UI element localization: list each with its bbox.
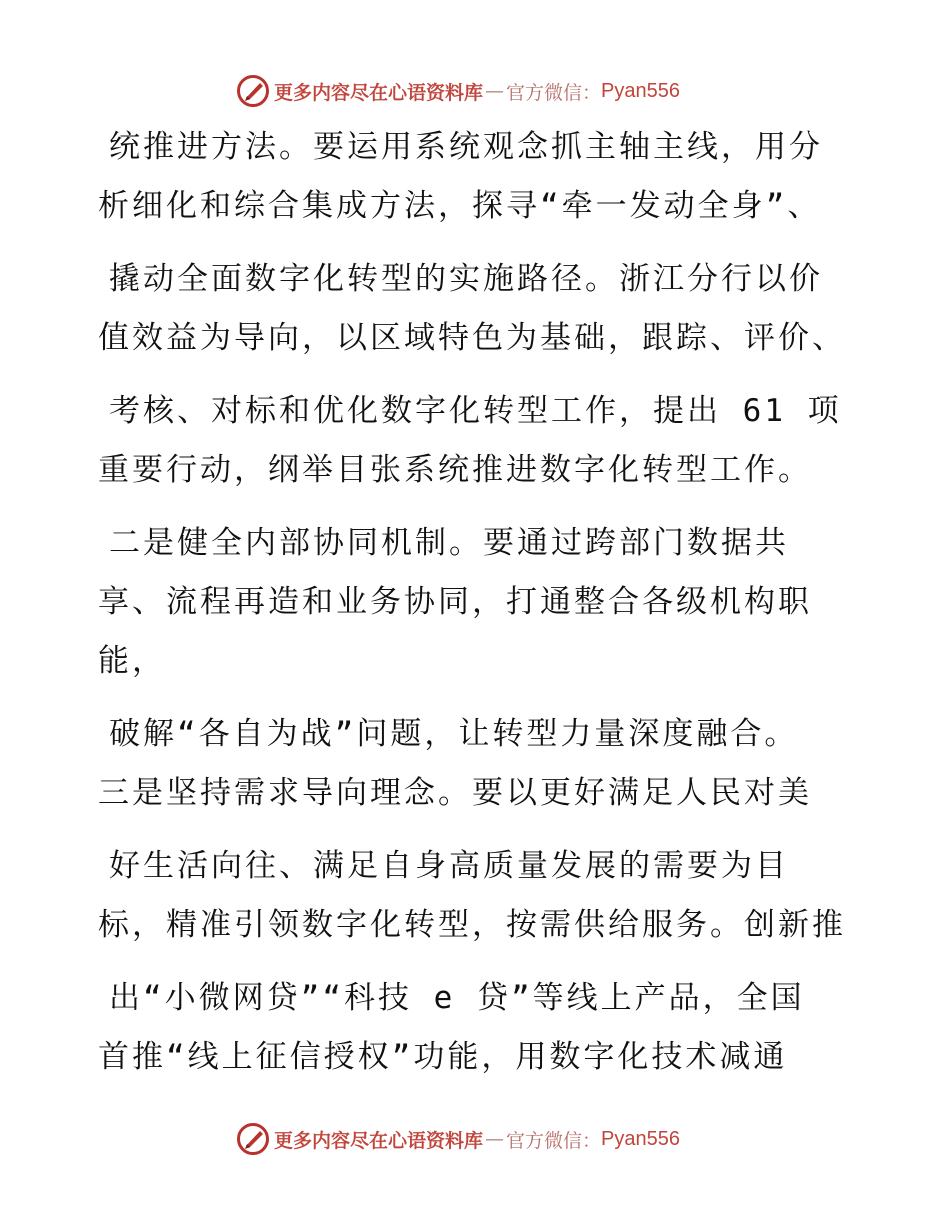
footer-watermark <box>236 1122 680 1156</box>
text-line: 享、流程再造和业务协同，打通整合各级机构职 <box>98 584 812 620</box>
text-line: 撬动全面数字化转型的实施路径。浙江分行以价 <box>109 261 823 297</box>
site-name-text: 更多内容尽在心语资料库 <box>274 1129 484 1152</box>
wechat-id: Pyan556 <box>601 79 680 102</box>
text-line: 统推进方法。要运用系统观念抓主轴主线，用分 <box>109 129 823 165</box>
wechat-label: 官方微信： <box>506 81 602 104</box>
text-line: 重要行动，纲举目张系统推进数字化转型工作。 <box>98 452 812 488</box>
text-line: 出“小微网贷”“科技 e 贷”等线上产品，全国 <box>109 980 805 1016</box>
separator-dash: — <box>485 1128 505 1150</box>
site-name-text: 更多内容尽在心语资料库 <box>274 81 484 104</box>
text-line: 析细化和综合集成方法，探寻“牵一发动全身”、 <box>98 188 822 224</box>
text-line: 考核、对标和优化数字化转型工作，提出 61 项 <box>109 393 842 429</box>
wechat-id: Pyan556 <box>601 1127 680 1150</box>
text-line: 好生活向往、满足自身高质量发展的需要为目 <box>109 848 789 884</box>
logo-icon <box>236 1122 270 1156</box>
text-line: 首推“线上征信授权”功能，用数字化技术减通 <box>98 1039 788 1075</box>
text-line: 二是健全内部协同机制。要通过跨部门数据共 <box>109 525 789 561</box>
text-line: 值效益为导向，以区域特色为基础，跟踪、评价、 <box>98 320 846 356</box>
separator-dash: — <box>485 80 505 102</box>
text-line: 破解“各自为战”问题，让转型力量深度融合。 <box>109 716 799 752</box>
text-line: 三是坚持需求导向理念。要以更好满足人民对美 <box>98 775 812 811</box>
wechat-label: 官方微信： <box>506 1129 602 1152</box>
text-line: 标，精准引领数字化转型，按需供给服务。创新推 <box>98 907 846 943</box>
text-line: 能， <box>98 643 166 679</box>
